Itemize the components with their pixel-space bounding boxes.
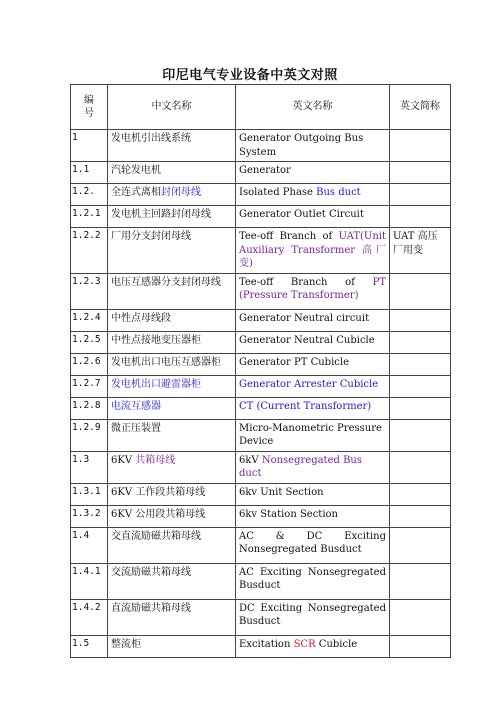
header-en: 英文名称 [236,85,390,130]
row-abbr [390,353,451,375]
row-en-part: Isolated Phase [239,187,317,198]
row-cn-part: 全连式离相 [111,187,161,198]
row-abbr [390,273,451,309]
row-num: 1.2.8 [71,397,108,419]
row-en: 6kv Station Section [236,505,390,527]
row-en: Generator Neutral Cubicle [236,331,390,353]
row-en-part: Tee-off Branch of [239,231,339,242]
table-row [71,505,451,527]
row-en: Generator [236,162,390,184]
row-abbr [390,375,451,397]
row-en [236,273,390,309]
row-en-highlight: PT (Pressure Transformer) [239,276,386,301]
row-cn: 中性点母线段 [108,309,236,331]
row-cn-highlight: 封闭母线 [161,187,201,198]
row-abbr [390,527,451,563]
row-cn: 微正压装置 [108,419,236,451]
header-num: 编 号 [71,85,108,130]
row-en: Generator Arrester Cubicle [236,375,390,397]
row-cn: 发电机引出线系统 [108,130,236,162]
row-abbr [390,162,451,184]
table-row [71,397,451,419]
row-abbr [390,635,451,657]
row-cn: 交流励磁共箱母线 [108,563,236,599]
row-num: 1.2.7 [71,375,108,397]
row-num: 1.4 [71,527,108,563]
row-en: 6kv Unit Section [236,483,390,505]
row-cn: 厂用分支封闭母线 [108,228,236,274]
row-en: CT (Current Transformer) [236,397,390,419]
row-cn: 直流励磁共箱母线 [108,599,236,635]
row-num: 1.2. [71,184,108,206]
table-row [71,419,451,451]
table-row [71,309,451,331]
row-en-part: 6kV [239,454,262,466]
row-num: 1.4.2 [71,599,108,635]
row-num: 1.5 [71,635,108,657]
row-num: 1.4.1 [71,563,108,599]
row-en: Generator Outlet Circuit [236,206,390,228]
page-title: 印尼电气专业设备中英文对照 [162,68,338,83]
row-en-part: Tee-off Branch of [239,276,373,288]
row-cn: 6KV 工作段共箱母线 [108,483,236,505]
row-num: 1.3.2 [71,505,108,527]
row-abbr [390,451,451,483]
row-en: Generator PT Cubicle [236,353,390,375]
row-abbr [390,483,451,505]
header-cn: 中文名称 [108,85,236,130]
row-abbr [390,563,451,599]
table-row [71,563,451,599]
row-cn [108,451,236,483]
row-num: 1.3.1 [71,483,108,505]
row-abbr [390,331,451,353]
row-abbr [390,206,451,228]
row-cn: 发电机主回路封闭母线 [108,206,236,228]
row-en-part: Excitation [239,638,294,650]
row-en: AC & DC Exciting Nonsegregated Busduct [236,527,390,563]
row-en-highlight: Bus duct [316,187,361,198]
row-en-highlight: UAT(Unit Auxiliary Transformer 高厂变) [239,231,386,269]
row-cn: 发电机出口电压互感器柜 [108,353,236,375]
row-num: 1.1 [71,162,108,184]
table-row [71,184,451,206]
row-abbr [390,599,451,635]
row-en: AC Exciting Nonsegregated Busduct [236,563,390,599]
row-cn: 6KV 公用段共箱母线 [108,505,236,527]
row-en [236,451,390,483]
row-abbr: UAT 高压厂用变 [390,228,451,274]
row-num: 1.3 [71,451,108,483]
row-cn-highlight: 共箱母线 [135,454,176,466]
row-abbr [390,505,451,527]
row-abbr [390,130,451,162]
table-row [71,375,451,397]
row-num: 1.2.6 [71,353,108,375]
row-en-part: Cubicle [315,638,358,650]
header-abbr: 英文简称 [390,85,451,130]
row-en [236,228,390,274]
row-num: 1.2.4 [71,309,108,331]
row-en [236,184,390,206]
table-row [71,527,451,563]
row-cn: 交直流励磁共箱母线 [108,527,236,563]
row-cn [108,184,236,206]
row-cn: 整流柜 [108,635,236,657]
row-cn: 发电机出口避雷器柜 [108,375,236,397]
table-row [71,228,451,274]
glossary-table [70,84,451,658]
row-en: Generator Neutral circuit [236,309,390,331]
row-cn-part: 6KV [111,454,136,466]
row-cn: 电压互感器分支封闭母线 [108,273,236,309]
table-row [71,162,451,184]
row-num: 1.2.3 [71,273,108,309]
table-row [71,483,451,505]
table-row [71,206,451,228]
row-cn: 中性点接地变压器柜 [108,331,236,353]
row-num: 1.2.2 [71,228,108,274]
row-en: Micro-Manometric Pressure Device [236,419,390,451]
row-abbr [390,397,451,419]
table-row [71,331,451,353]
row-abbr [390,419,451,451]
row-abbr [390,184,451,206]
table-row [71,273,451,309]
row-abbr [390,309,451,331]
row-num: 1.2.1 [71,206,108,228]
table-header-row [71,85,451,130]
row-num: 1 [71,130,108,162]
row-cn: 电流互感器 [108,397,236,419]
row-cn: 汽轮发电机 [108,162,236,184]
row-en: Generator Outgoing Bus System [236,130,390,162]
row-num: 1.2.9 [71,419,108,451]
table-row [71,451,451,483]
table-row [71,635,451,657]
row-en: DC Exciting Nonsegregated Busduct [236,599,390,635]
table-row [71,599,451,635]
row-en-highlight: Nonsegregated Bus duct [239,454,362,479]
table-row [71,353,451,375]
row-en-highlight: SCR [293,638,316,650]
row-num: 1.2.5 [71,331,108,353]
table-row [71,130,451,162]
row-en [236,635,390,657]
